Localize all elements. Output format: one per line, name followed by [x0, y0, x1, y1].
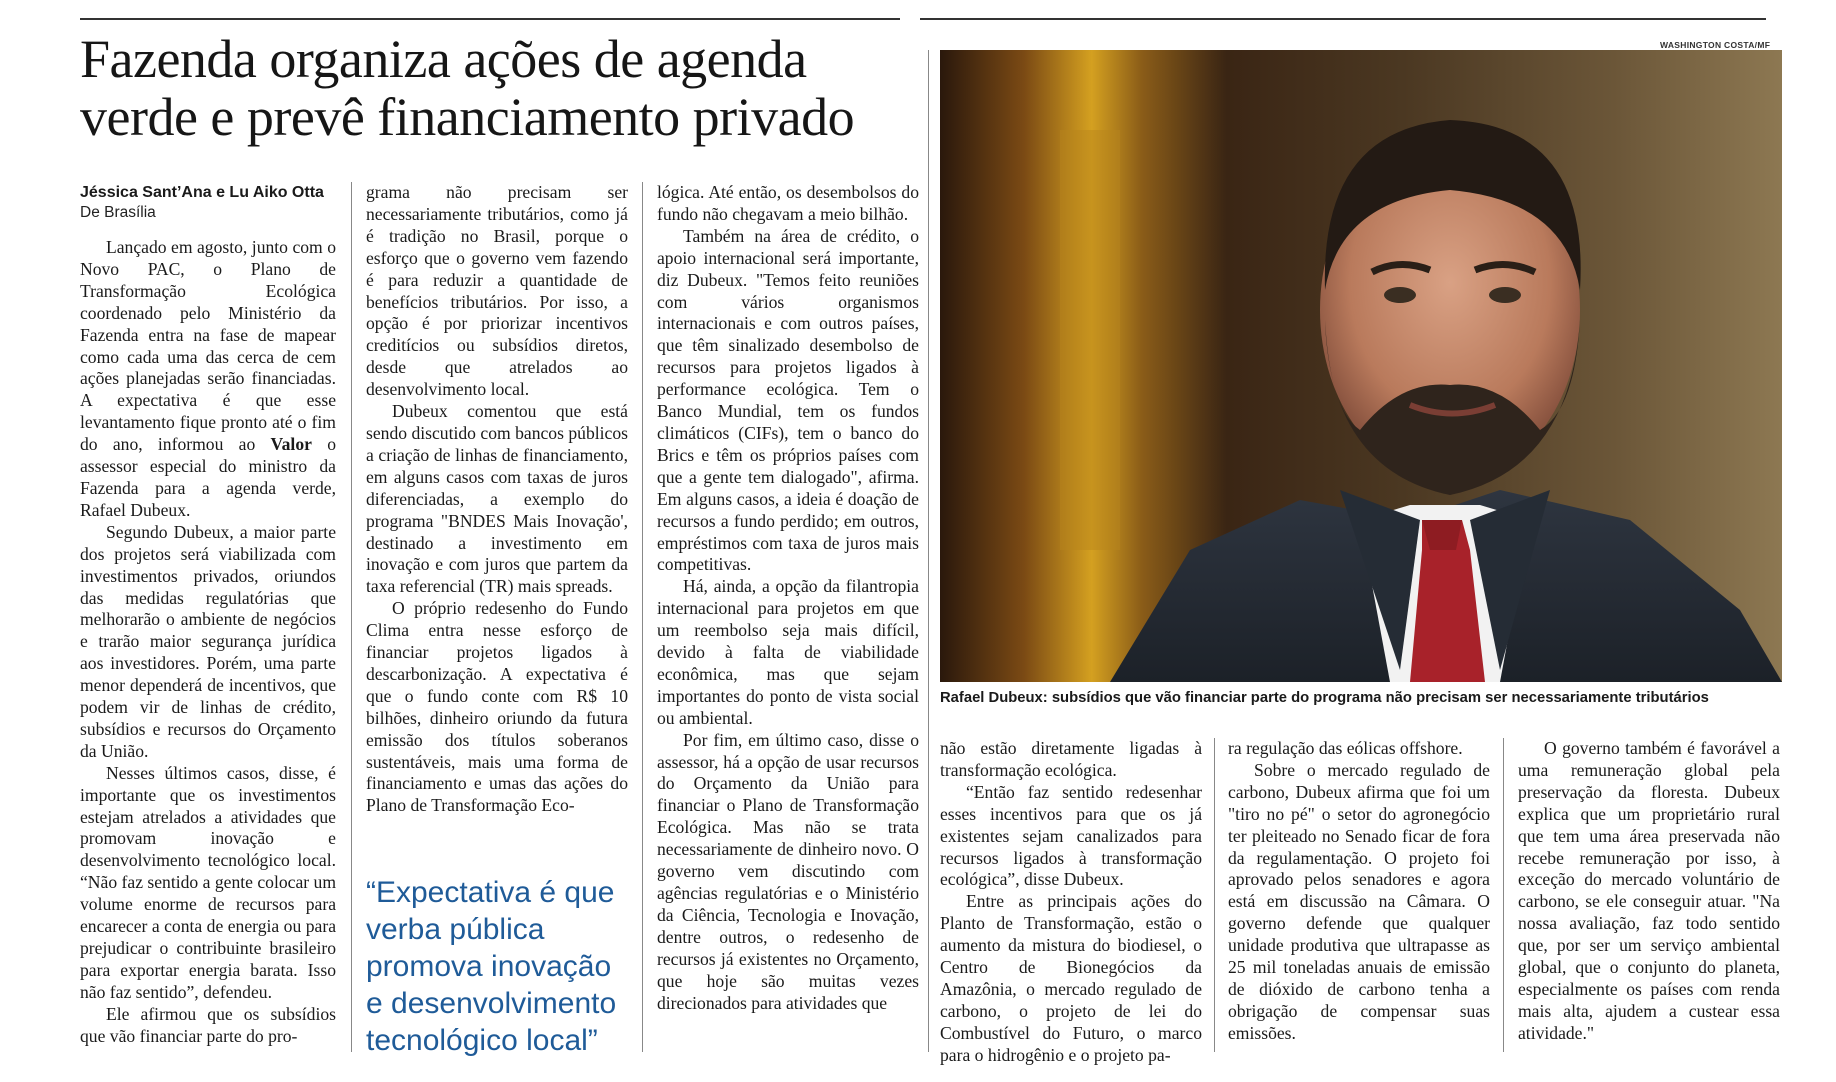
paragraph: Por fim, em último caso, disse o assessor, há a opção de usar recursos do Orçamento da União para financiar o Plano de Transformação Ecológica. Mas não se trata necessariamente de dinheiro novo. O governo vem discutindo com agências regulatórias e o Ministério da Ciência, Tecnologia e Inovação, dentre outros, o redesenho de recursos já existentes no Orçamento, que hoje são muitas vezes direcionados para atividades que [657, 729, 919, 1013]
column-divider [1503, 738, 1504, 1052]
paragraph-text: o assessor especial do ministro da Fazenda para a agenda verde, Rafael Dubeux. [80, 434, 336, 520]
paragraph: O próprio redesenho do Fundo Clima entra nesse esforço de financiar projetos ligados à descarbonização. A expectativa é que o fundo conte com R$ 10 bilhões, dinheiro oriundo da futura emissão dos títulos soberanos sustentáveis, mais uma forma de financiamento e umas das ações do Plano de Transformação Eco- [366, 598, 628, 816]
column-divider [351, 182, 352, 1052]
article-column-3 [657, 182, 919, 1014]
paragraph: não estão diretamente ligadas à transformação ecológica. [940, 738, 1202, 780]
photo-caption: Rafael Dubeux: subsídios que vão financiar parte do programa não precisam ser necessariamente tributários [940, 690, 1709, 706]
paragraph: Sobre o mercado regulado de carbono, Dubeux afirma que foi um "tiro no pé" o setor do agronegócio ter pleiteado no Senado ficar de fora da regulamentação. O projeto foi aprovado pelos senadores e agora está em discussão na Câmara. O governo defende que qualquer unidade produtiva que ultrapasse as 25 mil toneladas anuais de emissão de dióxido de carbono tenha a obrigação de compensar suas emissões. [1228, 759, 1490, 1043]
paragraph: Dubeux comentou que está sendo discutido com bancos públicos a criação de linhas de financiamento, em alguns casos com taxas de juros diferenciadas, a exemplo do programa "BNDES Mais Inovação', destinado a investimento em inovação e com juros que partem da taxa referencial (TR) mais spreads. [366, 401, 628, 597]
paragraph: Também na área de crédito, o apoio internacional será importante, diz Dubeux. "Temos feito reuniões com vários organismos internacionais e com outros países, que têm sinalizado desembolso de recursos para projetos ligados à performance ecológica. Tem o Banco Mundial, tem os fundos climáticos (CIFs), tem o banco do Brics e têm os próprios países com que a gente tem dialogado", afirma. Em alguns casos, a ideia é doação de recursos a fundo perdido; em outros, empréstimos com taxa de juros mais competitivas. [657, 225, 919, 575]
paragraph [80, 237, 336, 522]
article-column-5 [1228, 738, 1490, 1045]
headline-line-1: Fazenda organiza ações de agenda [80, 29, 807, 89]
article-column-1 [80, 182, 336, 1048]
paragraph: Nesses últimos casos, disse, é importante que os investimentos estejam atrelados a atividades que promovam inovação e desenvolvimento tecnológico local. “Não faz sentido a gente colocar um volume enorme de recursos para encarecer a conta de energia ou para prejudicar o contribuinte brasileiro para exportar energia barata. Isso não faz sentido”, defendeu. [80, 762, 336, 1002]
paragraph: Ele afirmou que os subsídios que vão financiar parte do pro- [80, 1003, 336, 1046]
paragraph: Há, ainda, a opção da filantropia internacional para projetos em que um reembolso seja mais difícil, devido à falta de viabilidade econômica, mas que sejam importantes do ponto de vista social ou ambiental. [657, 576, 919, 728]
paragraph: O governo também é favorável a uma remuneração global pela preservação da floresta. Dubeux explica que um proprietário rural que tem uma área preservada não recebe remuneração por isso, à exceção do mercado voluntário de carbono, se ele conseguir atuar. "Na nossa avaliação, faz todo sentido que, por ser um serviço ambiental global, que o conjunto do planeta, especialmente os países com renda mais alta, ajudem a custear essa atividade." [1518, 738, 1780, 1043]
headline [80, 30, 900, 146]
article-column-2 [366, 182, 628, 817]
headline-line-2: verde e prevê financiamento privado [80, 87, 855, 147]
paragraph: “Então faz sentido redesenhar esses incentivos para que os já existentes sejam canalizados para recursos ligados à transformação ecológica”, disse Dubeux. [940, 781, 1202, 890]
paragraph: Segundo Dubeux, a maior parte dos projetos será viabilizada com investimentos privados, oriundos das medidas regulatórias que melhorarão o ambiente de negócios e trarão maior segurança jurídica aos investidores. Porém, uma parte menor dependerá de incentivos, que podem vir de linhas de crédito, subsídios e recursos do Orçamento da União. [80, 521, 336, 761]
article-column-6 [1518, 738, 1780, 1045]
column-divider [1214, 738, 1215, 1052]
portrait-photo [940, 50, 1782, 682]
article-column-4 [940, 738, 1202, 1067]
pull-quote: “Expectativa é que verba pública promova inovação e desenvolvimento tecnológico local” [366, 876, 617, 1057]
top-rule [80, 18, 1766, 20]
portrait-illustration [940, 50, 1782, 682]
paragraph: ra regulação das eólicas offshore. [1228, 738, 1463, 758]
paragraph-text: Lançado em agosto, junto com o Novo PAC, o Plano de Transformação Ecológica coordenado pelo Ministério da Fazenda entra na fase de mapear como cada uma das cerca de cem ações planejadas serão financiadas. A expectativa é que esse levantamento fique pronto até o fim do ano, informou ao [80, 237, 336, 455]
column-divider [642, 182, 643, 1052]
byline-place: De Brasília [80, 204, 156, 221]
paragraph: Entre as principais ações do Planto de Transformação, estão o aumento da mistura do biodiesel, o Centro de Bionegócios da Amazônia, o mercado regulado de carbono, o projeto de lei do Combustível do Futuro, o marco para o hidrogênio e o projeto pa- [940, 891, 1202, 1065]
byline-authors: Jéssica Sant’Ana e Lu Aiko Otta [80, 184, 324, 201]
column-divider [928, 50, 929, 1052]
newspaper-name: Valor [270, 434, 312, 455]
top-rule-gap [900, 14, 920, 20]
photo-credit: WASHINGTON COSTA/MF [1660, 40, 1771, 50]
paragraph: grama não precisam ser necessariamente tributários, como já é tradição no Brasil, porque o esforço que o governo vem fazendo é para reduzir a quantidade de benefícios tributários. Por isso, a opção é por priorizar incentivos creditícios ou subsídios diretos, desde que atrelados ao desenvolvimento local. [366, 182, 628, 400]
paragraph: lógica. Até então, os desembolsos do fundo não chegavam a meio bilhão. [657, 182, 919, 224]
